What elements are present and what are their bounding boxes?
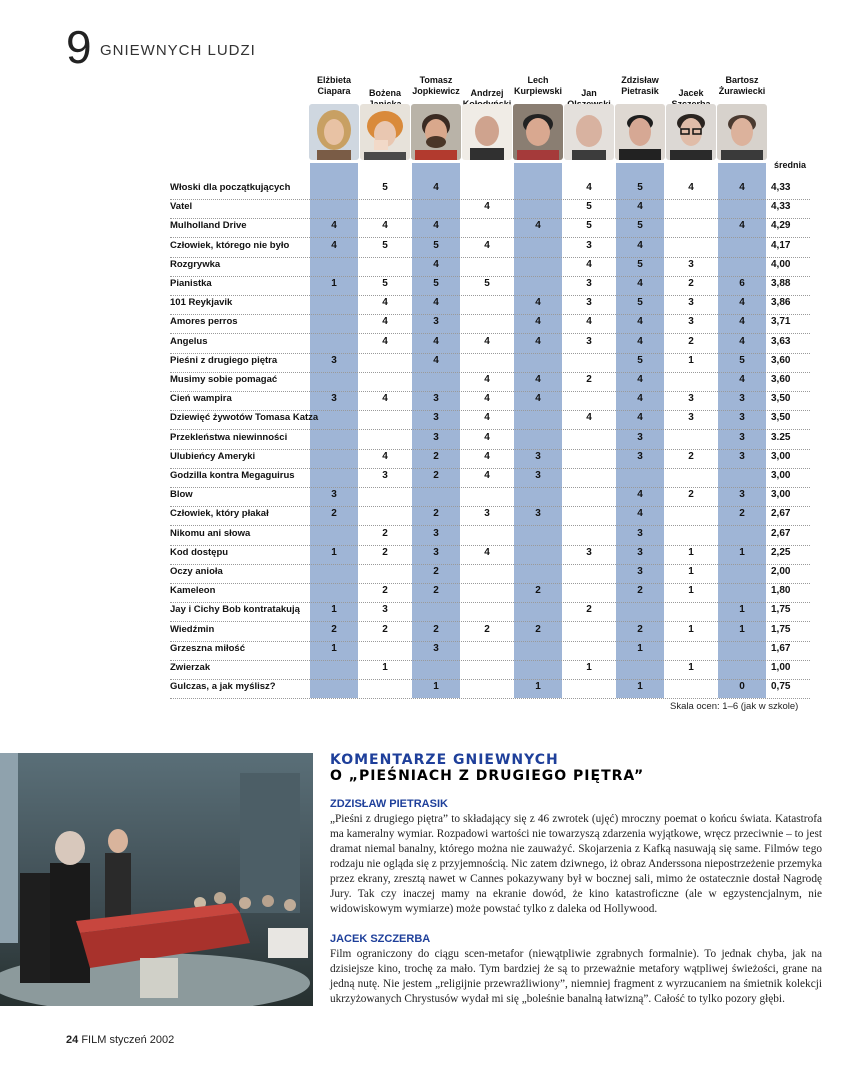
average-score: 2,00 [771, 566, 791, 577]
rating-cell: 5 [739, 354, 745, 366]
comment-text: Film ograniczony do ciągu scen-metafor (niewątpliwie zgrabnych formalnie). To jednak chyba, jak na dzisiejsze kino, trochę za mało. Tym bardziej że są to przeważnie metafory wątpliwej świeżości, grane na jedną nutę. Nie jestem „religijnie przewrażliwiony”, niemniej fragment z wyrzucaniem na śmietnik kolekcji ukrzyżowanych Chrystusów wydał mi się „boleśnie banalną łatwizną”. Całość to tylko pozory głębi. [330, 948, 822, 1005]
rating-cell: 2 [382, 546, 388, 558]
rating-cell: 2 [382, 623, 388, 635]
rating-cell: 4 [535, 374, 541, 385]
rating-cell: 3 [637, 431, 643, 443]
rating-cell: 3 [688, 412, 694, 424]
average-score: 2,67 [771, 508, 791, 520]
rating-cell: 4 [484, 412, 490, 424]
film-title: 101 Reykjavik [170, 297, 233, 309]
critic-name: Bartosz Żurawiecki [718, 75, 766, 96]
rating-cell: 4 [739, 374, 745, 385]
rating-cell: 4 [484, 335, 490, 347]
rating-cell: 3 [637, 546, 643, 558]
rating-cell: 5 [637, 220, 643, 232]
rating-cell: 2 [637, 585, 643, 597]
rating-cell: 3 [739, 431, 745, 443]
average-score: 3,00 [771, 470, 791, 481]
rating-cell: 4 [637, 278, 643, 289]
critic-photo [513, 104, 563, 160]
rating-cell: 2 [382, 527, 388, 539]
rating-cell: 5 [637, 297, 643, 309]
table-row [170, 564, 810, 584]
average-score: 3,60 [771, 374, 791, 385]
rating-cell: 3 [433, 527, 439, 539]
rating-cell: 1 [637, 642, 643, 654]
rating-cell: 3 [331, 354, 337, 366]
rating-cell: 3 [382, 604, 388, 616]
average-score: 3.25 [771, 431, 791, 443]
critic-name: Zdzisław Pietrasik [621, 75, 659, 96]
rating-cell: 4 [739, 297, 745, 309]
page-number: 24 [66, 1034, 79, 1046]
table-row [170, 583, 810, 603]
critic-name: Jacek [678, 88, 704, 98]
rating-cell: 1 [688, 354, 694, 366]
rating-cell: 4 [433, 258, 439, 270]
rating-cell: 4 [382, 450, 388, 462]
rating-cell: 2 [637, 623, 643, 635]
comments-title-line2: O „PIEŚNIACH Z DRUGIEGO PIĘTRA” [330, 768, 645, 784]
rating-cell: 3 [739, 393, 745, 405]
rating-cell: 4 [586, 316, 592, 328]
rating-cell: 4 [433, 220, 439, 232]
rating-cell: 5 [382, 278, 388, 289]
film-title: Blow [170, 489, 193, 501]
rating-cell: 1 [688, 546, 694, 558]
rating-cell: 4 [433, 297, 439, 309]
rating-cell: 3 [637, 566, 643, 577]
rating-cell: 4 [382, 297, 388, 309]
rating-cell: 5 [382, 239, 388, 251]
table-row [170, 334, 810, 354]
rating-cell: 4 [382, 393, 388, 405]
rating-cell: 4 [535, 220, 541, 232]
critic-name: Lech Kurpiewski [513, 75, 562, 96]
rating-cell: 4 [535, 335, 541, 347]
table-row [170, 295, 810, 315]
critic-photo [462, 104, 512, 160]
average-score: 3,00 [771, 489, 791, 501]
average-score: 1,75 [771, 623, 791, 635]
rating-cell: 3 [586, 335, 592, 347]
film-title: Gulczas, a jak myślisz? [170, 681, 276, 693]
average-score: 3,71 [771, 316, 791, 328]
rating-cell: 1 [739, 623, 745, 635]
rating-cell: 2 [331, 508, 337, 520]
rating-cell: 4 [382, 316, 388, 328]
rating-cell: 4 [433, 354, 439, 366]
rating-cell: 4 [484, 393, 490, 405]
rating-cell: 5 [586, 220, 592, 232]
rating-cell: 4 [637, 316, 643, 328]
magazine-name: FILM [81, 1034, 107, 1046]
rating-cell: 3 [637, 527, 643, 539]
rating-cell: 3 [586, 239, 592, 251]
table-row [170, 314, 810, 334]
rating-cell: 2 [484, 623, 490, 635]
rating-cell: 4 [433, 335, 439, 347]
rating-cell: 1 [535, 681, 541, 693]
rating-cell: 4 [739, 316, 745, 328]
rating-cell: 4 [433, 182, 439, 193]
header-title: GNIEWNYCH LUDZI [100, 42, 256, 59]
rating-cell: 4 [637, 335, 643, 347]
table-row [170, 276, 810, 296]
film-title: Rozgrywka [170, 258, 221, 270]
page-footer [66, 1034, 174, 1046]
rating-cell: 4 [484, 546, 490, 558]
average-score: 2,67 [771, 527, 791, 539]
rating-cell: 2 [688, 489, 694, 501]
rating-cell: 4 [586, 182, 592, 193]
average-score: 4,33 [771, 201, 791, 213]
rating-cell: 1 [331, 546, 337, 558]
rating-cell: 4 [637, 489, 643, 501]
film-title: Grzeszna miłość [170, 642, 245, 654]
film-title: Pianistka [170, 278, 212, 289]
table-row [170, 430, 810, 450]
rating-cell: 2 [433, 623, 439, 635]
critic-photo [360, 104, 410, 160]
rating-cell: 4 [484, 201, 490, 213]
rating-cell: 3 [433, 642, 439, 654]
rating-cell: 5 [433, 239, 439, 251]
rating-cell: 1 [637, 681, 643, 693]
rating-cell: 3 [688, 297, 694, 309]
rating-cell: 5 [382, 182, 388, 193]
table-row [170, 679, 810, 699]
rating-cell: 3 [433, 393, 439, 405]
film-title: Angelus [170, 335, 208, 347]
table-row [170, 526, 810, 546]
average-score: 4,29 [771, 220, 791, 232]
rating-cell: 5 [637, 258, 643, 270]
film-title: Vatel [170, 201, 193, 213]
rating-cell: 1 [688, 585, 694, 597]
rating-cell: 1 [382, 662, 388, 673]
rating-cell: 3 [433, 546, 439, 558]
rating-cell: 3 [382, 470, 388, 481]
issue-date: styczeń 2002 [109, 1034, 175, 1046]
rating-cell: 3 [586, 297, 592, 309]
rating-cell: 1 [586, 662, 592, 673]
average-score: 1,80 [771, 585, 791, 597]
rating-cell: 1 [739, 546, 745, 558]
film-title: Mulholland Drive [170, 220, 247, 232]
rating-cell: 1 [433, 681, 439, 693]
table-row [170, 372, 810, 392]
film-title: Wiedźmin [170, 623, 215, 635]
rating-cell: 6 [739, 278, 745, 289]
critic-name: Elżbieta Ciapara [316, 75, 351, 96]
rating-cell: 5 [586, 201, 592, 213]
table-row [170, 545, 810, 565]
scale-note: Skala ocen: 1–6 (jak w szkole) [670, 701, 799, 712]
rating-cell: 1 [331, 604, 337, 616]
rating-cell: 3 [637, 450, 643, 462]
comments-title-line1: KOMENTARZE GNIEWNYCH [330, 752, 559, 768]
film-title: Musimy sobie pomagać [170, 374, 278, 385]
rating-cell: 3 [739, 450, 745, 462]
comment-text: „Pieśni z drugiego piętra” to składający się z 46 zwrotek (ujęć) mroczny poemat o końcu świata. Katastrofa ma kameralny wymiar. Rozpadowi wartości nie towarzyszą zdarzenia wyjątkowe, wręcz przeciwnie – to jest dramat niemal banalny, którego można nie zauważyć. Skojarzenia z Kafką nasuwają się same. Filmów tego rodzaju nie ogląda się z przyjemnością. Nic zatem dziwnego, iż obraz Anderssona niepostrzeżenie przemyka przez ekrany, zresztą nawet w Cannes pokazywany był w bocznej sali, mimo że ostatecznie dostał Nagrodę Jury. Tak czy inaczej mamy na ekranie dowód, że kino katastroficzne (ale w egzystencjalnym, nie widowiskowym wymiarze) może powstać tylko z daleka od Hollywood. [330, 813, 822, 915]
table-row [170, 622, 810, 642]
average-score: 1,00 [771, 662, 791, 673]
comments-title [330, 752, 644, 784]
rating-cell: 1 [688, 566, 694, 577]
rating-cell: 3 [535, 470, 541, 481]
rating-cell: 3 [484, 508, 490, 520]
rating-cell: 2 [688, 278, 694, 289]
average-header: średnia [774, 160, 807, 170]
rating-cell: 2 [433, 566, 439, 577]
rating-cell: 0 [739, 681, 745, 693]
average-score: 4,00 [771, 258, 791, 270]
rating-cell: 4 [637, 374, 643, 385]
table-row [170, 602, 810, 622]
rating-cell: 4 [739, 220, 745, 232]
rating-cell: 4 [535, 393, 541, 405]
rating-cell: 1 [331, 278, 337, 289]
film-still [0, 753, 313, 1006]
critic-name: Jan [581, 88, 597, 98]
rating-cell: 5 [484, 278, 490, 289]
table-row [170, 641, 810, 661]
rating-cell: 3 [433, 412, 439, 424]
film-title: Nikomu ani słowa [170, 527, 251, 539]
film-title: Amores perros [170, 316, 238, 328]
average-score: 4,17 [771, 239, 791, 251]
rating-cell: 2 [433, 585, 439, 597]
rating-cell: 4 [484, 239, 490, 251]
table-row [170, 238, 810, 258]
film-title: Pieśni z drugiego piętra [170, 354, 278, 366]
rating-cell: 3 [535, 508, 541, 520]
table-row [170, 410, 810, 430]
table-row [170, 487, 810, 507]
average-score: 4,33 [771, 182, 791, 193]
rating-cell: 4 [637, 201, 643, 213]
average-score: 3,88 [771, 278, 791, 289]
critic-name: Tomasz Jopkiewicz [412, 75, 460, 96]
rating-cell: 2 [739, 508, 745, 520]
rating-cell: 2 [433, 508, 439, 520]
average-score: 3,50 [771, 393, 791, 405]
average-score: 3,63 [771, 335, 791, 347]
rating-cell: 3 [433, 316, 439, 328]
table-row [170, 506, 810, 526]
film-title: Oczy anioła [170, 566, 223, 577]
rating-cell: 2 [382, 585, 388, 597]
rating-cell: 3 [688, 258, 694, 270]
rating-cell: 2 [433, 450, 439, 462]
critic-name: Bożena [368, 88, 401, 98]
header-number: 9 [66, 21, 92, 73]
rating-cell: 4 [688, 182, 694, 193]
rating-cell: 3 [331, 393, 337, 405]
rating-cell: 4 [637, 508, 643, 520]
critic-photo [309, 104, 359, 160]
table-row [170, 257, 810, 277]
rating-cell: 3 [586, 278, 592, 289]
critic-name: Andrzej [470, 88, 504, 98]
rating-cell: 4 [637, 412, 643, 424]
table-row [170, 468, 810, 488]
rating-cell: 5 [433, 278, 439, 289]
film-title: Zwierzak [170, 662, 211, 673]
critic-photo [411, 104, 461, 160]
average-score: 2,25 [771, 546, 791, 558]
critic-photo [564, 104, 614, 160]
film-title: Człowiek, który płakał [170, 508, 269, 520]
rating-cell: 4 [586, 258, 592, 270]
rating-cell: 1 [739, 604, 745, 616]
rating-cell: 2 [688, 450, 694, 462]
author-name: JACEK SZCZERBA [330, 933, 431, 945]
rating-cell: 3 [586, 546, 592, 558]
rating-cell: 4 [331, 220, 337, 232]
rating-cell: 3 [535, 450, 541, 462]
film-title: Jay i Cichy Bob kontratakują [170, 604, 300, 616]
rating-cell: 2 [688, 335, 694, 347]
rating-cell: 4 [382, 220, 388, 232]
film-title: Człowiek, którego nie było [170, 239, 290, 251]
rating-cell: 4 [637, 239, 643, 251]
film-title: Dziewięć żywotów Tomasa Katza [170, 412, 319, 424]
rating-cell: 4 [484, 470, 490, 481]
film-title: Cień wampira [170, 393, 232, 405]
table-row [170, 199, 810, 219]
rating-cell: 4 [586, 412, 592, 424]
rating-cell: 3 [433, 431, 439, 443]
rating-cell: 2 [586, 604, 592, 616]
rating-cell: 4 [484, 450, 490, 462]
rating-cell: 4 [484, 431, 490, 443]
film-title: Godzilla kontra Megaguirus [170, 470, 295, 481]
rating-cell: 3 [739, 489, 745, 501]
rating-cell: 1 [688, 662, 694, 673]
table-row [170, 391, 810, 411]
film-title: Kameleon [170, 585, 216, 597]
critic-photo [666, 104, 716, 160]
average-score: 3,00 [771, 450, 791, 462]
rating-cell: 4 [739, 335, 745, 347]
critic-photo [615, 104, 665, 160]
rating-cell: 3 [688, 393, 694, 405]
film-title: Ulubieńcy Ameryki [170, 450, 256, 462]
rating-cell: 3 [739, 412, 745, 424]
table-row [170, 218, 810, 238]
table-row [170, 353, 810, 373]
rating-cell: 5 [637, 354, 643, 366]
film-title: Włoski dla początkujących [170, 182, 291, 193]
rating-cell: 2 [586, 374, 592, 385]
rating-cell: 4 [382, 335, 388, 347]
table-row [170, 180, 810, 200]
rating-cell: 4 [535, 316, 541, 328]
average-score: 3,86 [771, 297, 791, 309]
rating-cell: 4 [484, 374, 490, 385]
rating-cell: 1 [688, 623, 694, 635]
rating-cell: 1 [331, 642, 337, 654]
average-score: 0,75 [771, 681, 791, 693]
rating-cell: 2 [331, 623, 337, 635]
average-score: 1,67 [771, 642, 791, 654]
film-title: Kod dostępu [170, 546, 229, 558]
average-score: 3,60 [771, 354, 791, 366]
rating-cell: 4 [739, 182, 745, 193]
table-row [170, 449, 810, 469]
critic-photo [717, 104, 767, 160]
rating-cell: 2 [433, 470, 439, 481]
film-title: Przekleństwa niewinności [170, 431, 288, 443]
rating-cell: 5 [637, 182, 643, 193]
rating-cell: 4 [331, 239, 337, 251]
rating-cell: 2 [535, 623, 541, 635]
rating-cell: 3 [331, 489, 337, 501]
average-score: 3,50 [771, 412, 791, 424]
rating-cell: 4 [637, 393, 643, 405]
table-row [170, 660, 810, 680]
author-name: ZDZISŁAW PIETRASIK [330, 798, 448, 810]
rating-cell: 4 [535, 297, 541, 309]
rating-cell: 3 [688, 316, 694, 328]
rating-cell: 2 [535, 585, 541, 597]
average-score: 1,75 [771, 604, 791, 616]
